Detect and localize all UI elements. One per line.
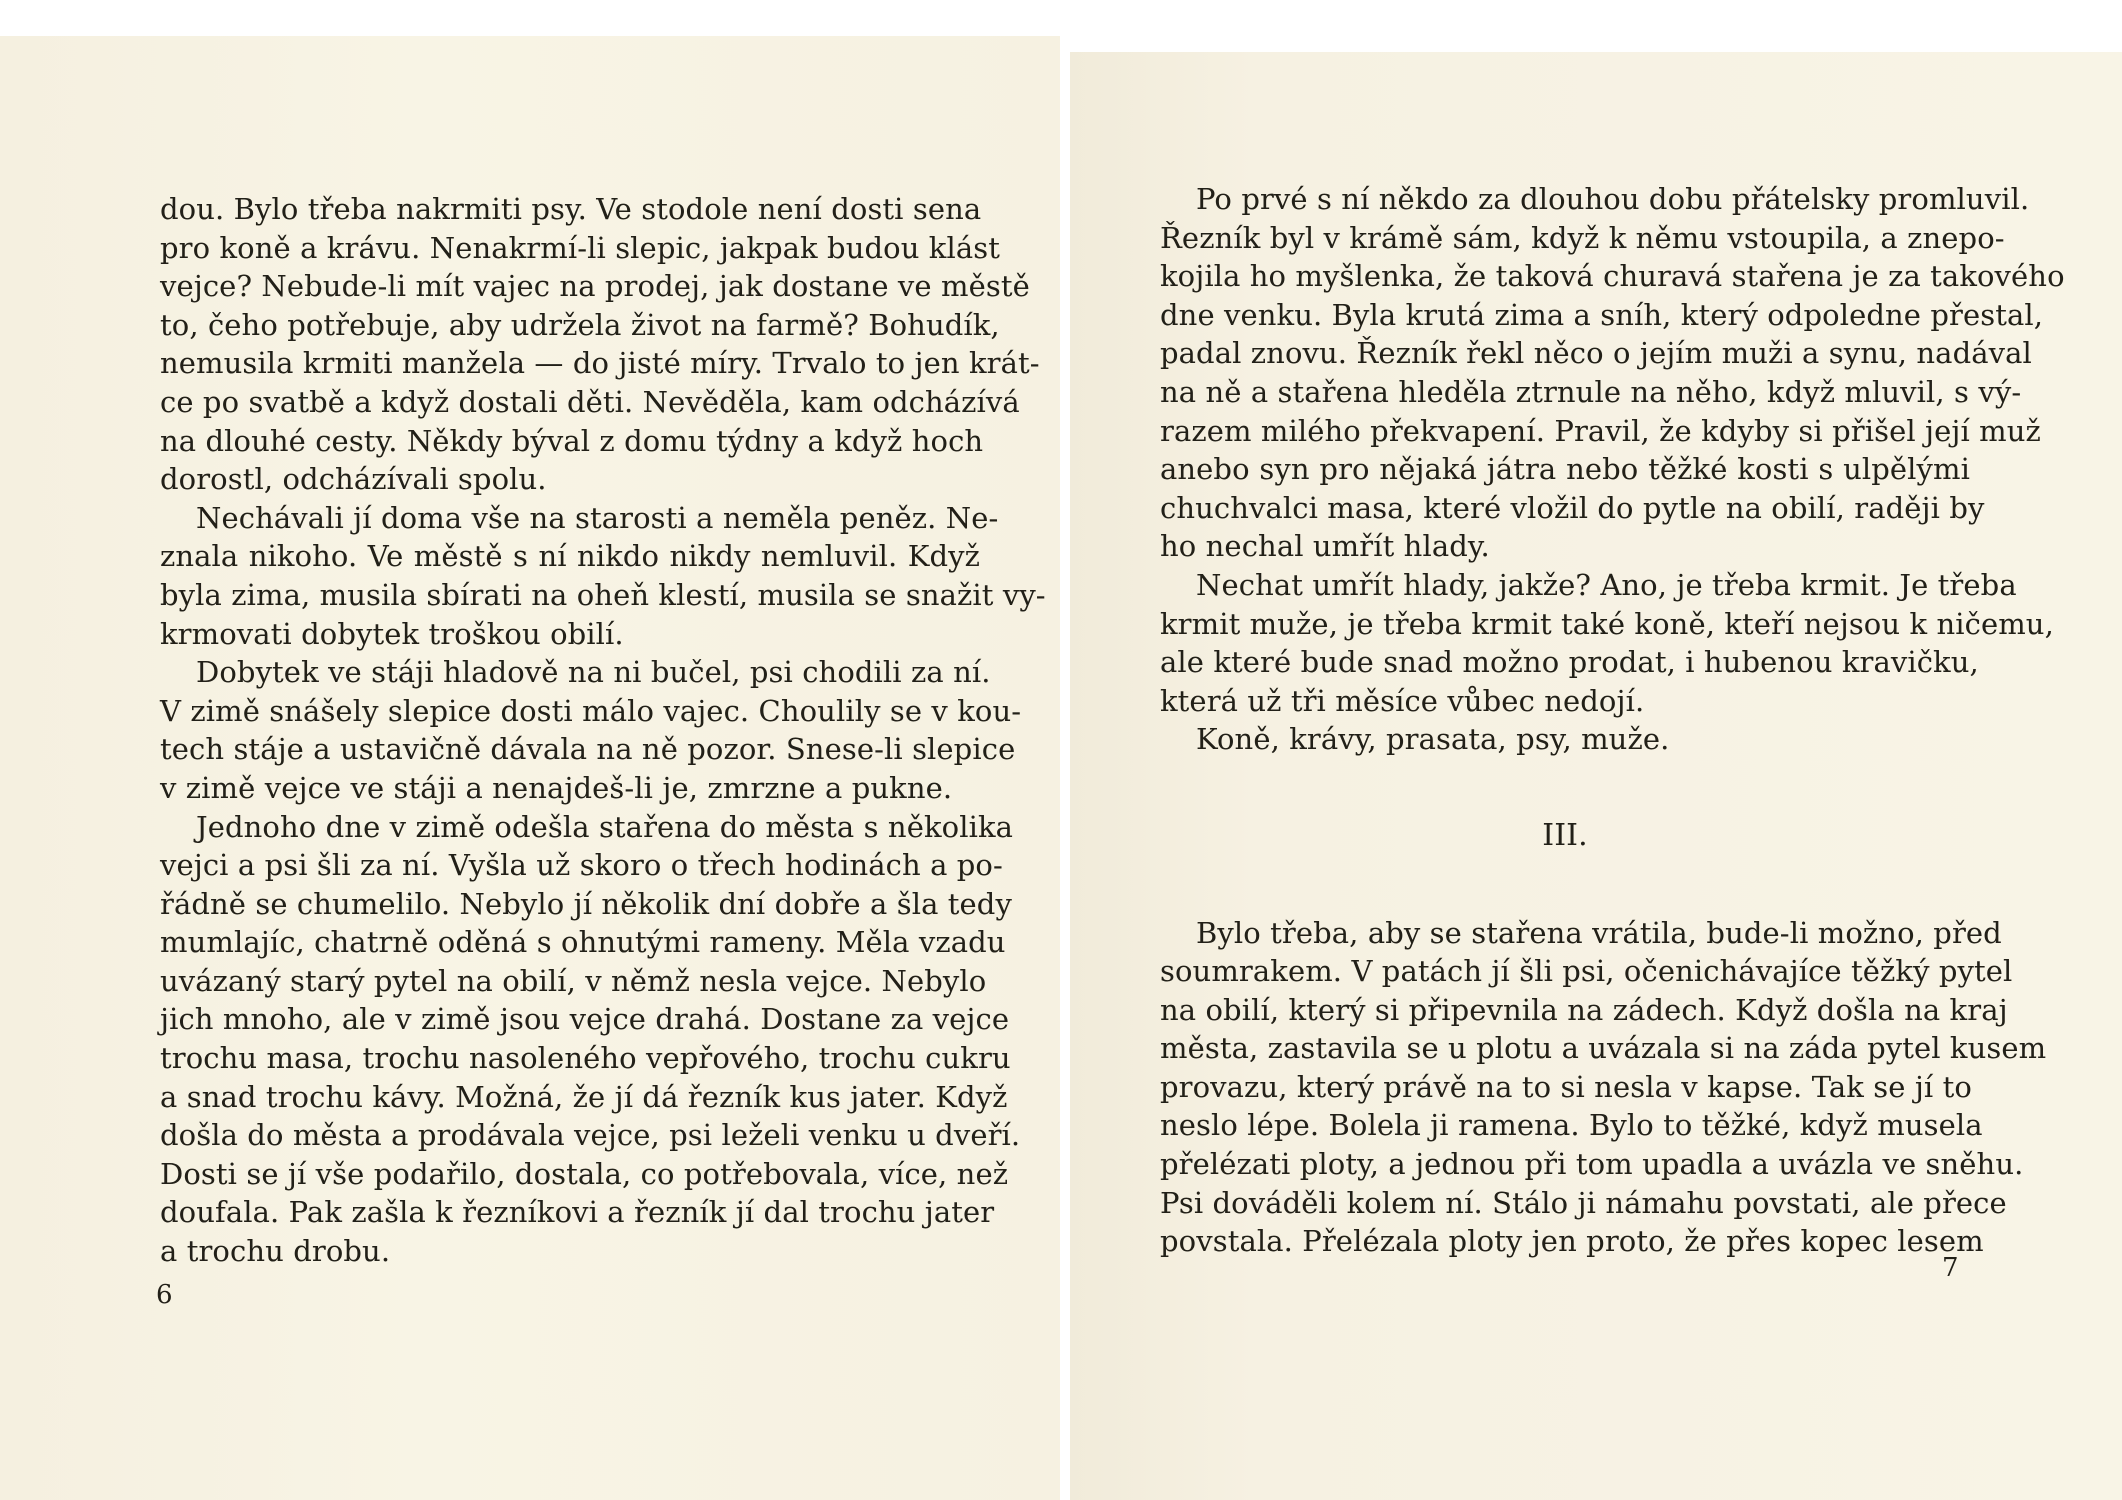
text-line: krmovati dobytek troškou obilí. (160, 616, 624, 651)
text-line: na obilí, který si připevnila na zádech. Když došla na kraj (1160, 992, 2008, 1027)
text-line: Dobytek ve stáji hladově na ni bučel, psi chodili za ní. (196, 655, 991, 690)
text-line: řádně se chumelilo. Nebylo jí několik dní dobře a šla tedy (160, 886, 1012, 921)
text-line: v zimě vejce ve stáji a nenajdeš-li je, zmrzne a pukne. (160, 770, 953, 805)
text-line: kojila ho myšlenka, že taková churavá stařena je za takového (1160, 259, 2065, 294)
section-spacer (1160, 759, 1970, 817)
section-spacer (1160, 856, 1970, 914)
text-line: tech stáje a ustavičně dávala na ně pozor. Snese-li slepice (160, 732, 1016, 767)
left-page-text (160, 190, 1046, 1271)
text-line: přelézati ploty, a jednou při tom upadla a uvázla ve sněhu. (1160, 1147, 2024, 1182)
text-line: chuchvalci masa, které vložil do pytle na obilí, raději by (1160, 490, 1985, 525)
text-line: která už tři měsíce vůbec nedojí. (1160, 683, 1645, 718)
text-line: znala nikoho. Ve městě s ní nikdo nikdy nemluvil. Když (160, 539, 980, 574)
text-line: vejce? Nebude-li mít vajec na prodej, jak dostane ve městě (160, 269, 1030, 304)
text-line: města, zastavila se u plotu a uvázala si na záda pytel kusem (1160, 1031, 2047, 1066)
text-line: dorostl, odcházívali spolu. (160, 462, 547, 497)
text-line: doufala. Pak zašla k řezníkovi a řezník jí dal trochu jater (160, 1195, 995, 1230)
chapter-heading: III. (1542, 817, 1588, 853)
text-line: byla zima, musila sbírati na oheň klestí, musila se snažit vy- (160, 577, 1046, 612)
text-line: povstala. Přelézala ploty jen proto, že přes kopec lesem (1160, 1224, 1984, 1259)
text-line: Jednoho dne v zimě odešla stařena do města s několika (196, 809, 1014, 844)
right-page-text (1160, 180, 2065, 1261)
text-line: krmit muže, je třeba krmit také koně, kteří nejsou k ničemu, (1160, 606, 2054, 641)
text-line: ho nechal umřít hlady. (1160, 529, 1490, 564)
text-line: razem milého překvapení. Pravil, že kdyby si přišel její muž (1160, 413, 2041, 448)
text-line: dne venku. Byla krutá zima a sníh, který odpoledne přestal, (1160, 297, 2044, 332)
text-line: Řezník byl v krámě sám, když k němu vstoupila, a znepo- (1160, 220, 2005, 255)
text-line: nemusila krmiti manžela — do jisté míry. Trvalo to jen krát- (160, 346, 1040, 381)
text-line: provazu, který právě na to si nesla v kapse. Tak se jí to (1160, 1069, 1972, 1104)
text-line: Nechávali jí doma vše na starosti a neměla peněz. Ne- (196, 500, 999, 535)
text-line: pro koně a krávu. Nenakrmí-li slepic, jakpak budou klást (160, 230, 1000, 265)
text-line: Koně, krávy, prasata, psy, muže. (1196, 722, 1670, 757)
page-number-left: 6 (156, 1280, 173, 1310)
book-gutter (1060, 0, 1070, 1500)
text-line: soumrakem. V patách jí šli psi, očenichávajíce těžký pytel (1160, 954, 2013, 989)
text-line: ale které bude snad možno prodat, i hubenou kravičku, (1160, 645, 1979, 680)
text-line: neslo lépe. Bolela ji ramena. Bylo to těžké, když musela (1160, 1108, 1983, 1143)
text-line: Po prvé s ní někdo za dlouhou dobu přátelsky promluvil. (1196, 182, 2030, 216)
text-line: dou. Bylo třeba nakrmiti psy. Ve stodole není dosti sena (160, 192, 982, 226)
text-line: a trochu drobu. (160, 1234, 391, 1269)
text-line: Nechat umřít hlady, jakže? Ano, je třeba krmit. Je třeba (1196, 567, 2017, 602)
text-line: a snad trochu kávy. Možná, že jí dá řezník kus jater. Když (160, 1079, 1008, 1114)
text-line: jich mnoho, ale v zimě jsou vejce drahá. Dostane za vejce (160, 1002, 1010, 1037)
text-line: uvázaný starý pytel na obilí, v němž nesla vejce. Nebylo (160, 963, 987, 998)
text-line: Psi dováděli kolem ní. Stálo ji námahu povstati, ale přece (1160, 1185, 2007, 1220)
text-line: Dosti se jí vše podařilo, dostala, co potřebovala, více, než (160, 1156, 1009, 1191)
text-line: V zimě snášely slepice dosti málo vajec. Choulily se v kou- (160, 693, 1022, 728)
text-line: to, čeho potřebuje, aby udržela život na farmě? Bohudík, (160, 307, 1000, 342)
text-line: mumlajíc, chatrně oděná s ohnutými rameny. Měla vzadu (160, 925, 1006, 960)
text-line: padal znovu. Řezník řekl něco o jejím muži a synu, nadával (1160, 336, 2032, 371)
text-line: vejci a psi šli za ní. Vyšla už skoro o třech hodinách a po- (160, 848, 1003, 883)
page-number-right: 7 (1942, 1253, 1959, 1283)
text-line: došla do města a prodávala vejce, psi leželi venku u dveří. (160, 1118, 1021, 1153)
text-line: trochu masa, trochu nasoleného vepřového, trochu cukru (160, 1041, 1011, 1076)
text-line: na dlouhé cesty. Někdy býval z domu týdny a když hoch (160, 423, 984, 458)
text-line: anebo syn pro nějaká játra nebo těžké kosti s ulpělými (1160, 452, 1970, 487)
text-line: Bylo třeba, aby se stařena vrátila, bude-li možno, před (1196, 915, 2002, 950)
text-line: ce po svatbě a když dostali děti. Nevěděla, kam odcházívá (160, 384, 1020, 419)
text-line: na ně a stařena hleděla ztrnule na něho, když mluvil, s vý- (1160, 374, 2022, 409)
